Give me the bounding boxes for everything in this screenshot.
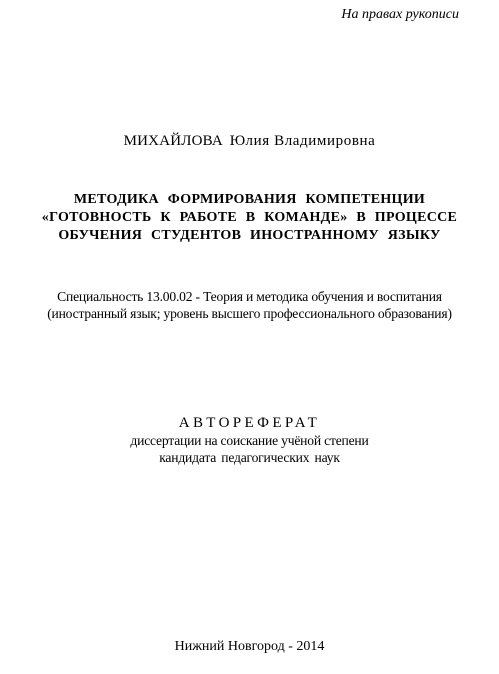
abstract-line-2: кандидата педагогических наук bbox=[159, 450, 340, 465]
abstract-line-1: диссертации на соискание учёной степени bbox=[130, 433, 369, 448]
author-surname: МИХАЙЛОВА bbox=[123, 133, 223, 149]
abstract-heading: АВТОРЕФЕРАТ bbox=[178, 415, 321, 431]
title-line-1: МЕТОДИКА ФОРМИРОВАНИЯ КОМПЕТЕНЦИИ bbox=[73, 192, 426, 207]
title-line-2: «ГОТОВНОСТЬ К РАБОТЕ В КОМАНДЕ» В ПРОЦЕССЕ bbox=[41, 210, 458, 225]
specialty-line-2: (иностранный язык; уровень высшего профессионального образования) bbox=[47, 306, 452, 321]
author-name bbox=[0, 134, 499, 149]
specialty-line-1: Специальность 13.00.02 - Теория и методика обучения и воспитания bbox=[57, 289, 442, 304]
place-and-year: Нижний Новгород - 2014 bbox=[174, 639, 325, 654]
author-given-names: Юлия Владимировна bbox=[229, 133, 376, 149]
title-line-3: ОБУЧЕНИЯ СТУДЕНТОВ ИНОСТРАННОМУ ЯЗЫКУ bbox=[58, 228, 441, 243]
rights-note: На правах рукописи bbox=[341, 7, 459, 22]
